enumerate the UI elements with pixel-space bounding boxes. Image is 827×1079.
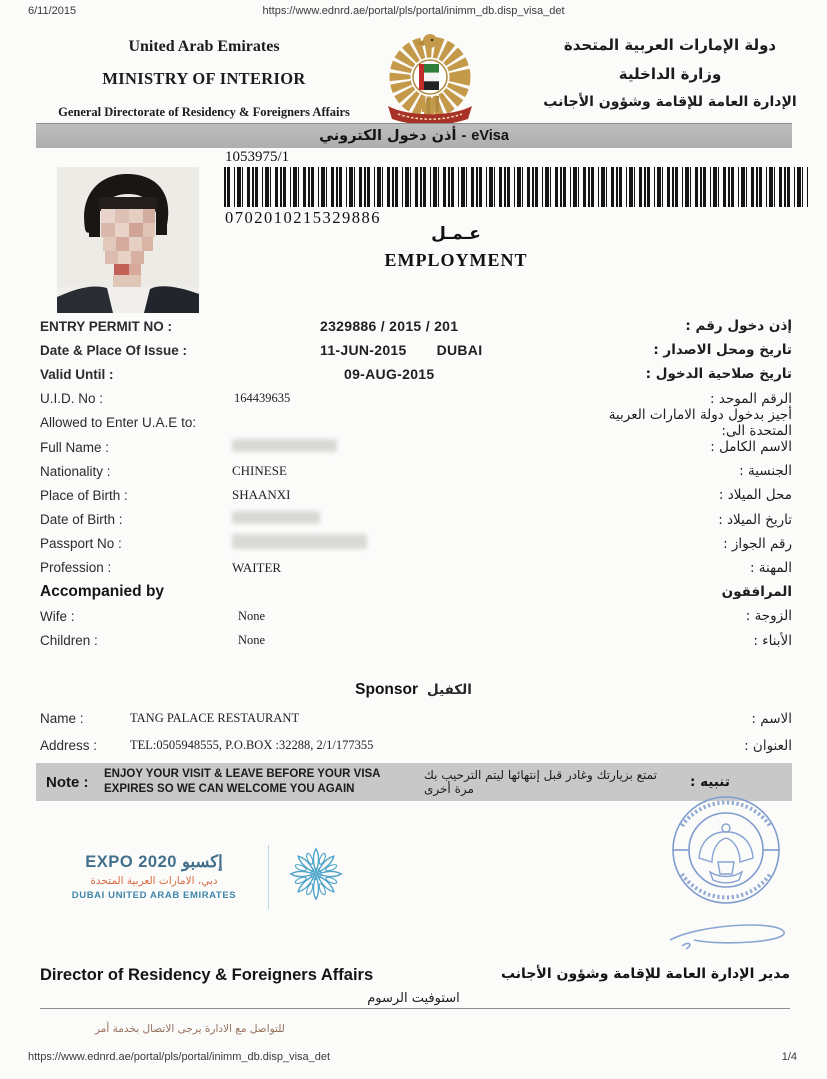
field-row-full-name — [40, 435, 792, 459]
field-value — [232, 439, 562, 456]
director-row — [40, 966, 790, 985]
barcode-number: 0702010215329886 — [225, 208, 381, 227]
director-signature-icon — [670, 925, 784, 949]
field-row-place-of-birth — [40, 483, 792, 507]
field-label-en: Address : — [40, 738, 98, 753]
field-label-en: Place of Birth : — [40, 487, 128, 503]
redacted-value — [232, 439, 337, 452]
field-value: 09-AUG-2015 — [344, 366, 435, 383]
evisa-title-separator: - — [461, 128, 467, 144]
note-label-en: Note : — [46, 773, 89, 791]
section-title-ar: المرافقون — [721, 584, 792, 601]
print-date: 6/11/2015 — [28, 5, 77, 17]
field-value: SHAANXI — [232, 487, 291, 503]
field-row-date-of-birth — [40, 508, 792, 532]
visa-type-english: EMPLOYMENT — [384, 250, 528, 270]
ministry-name: MINISTRY OF INTERIOR — [102, 69, 306, 88]
print-url-bottom: https://www.ednrd.ae/portal/pls/portal/inimm_db.disp_visa_det — [28, 1051, 331, 1063]
uae-falcon-emblem-icon — [372, 30, 488, 131]
field-value — [232, 511, 562, 528]
sponsor-section-heading — [0, 681, 827, 699]
director-title-en: Director of Residency & Foreigners Affairs — [40, 966, 374, 984]
evisa-title-banner — [36, 123, 792, 148]
file-number: 1053975/1 — [225, 149, 290, 165]
expo-flower-icon — [285, 843, 347, 910]
field-label-ar: الزوجة : — [745, 608, 792, 625]
note-text-ar: تمتع بزيارتك وغادر قبل إنتهائها ليتم الترحيب بك مرة أخرى — [424, 768, 657, 796]
sponsor-row-name — [40, 705, 792, 732]
issue-place: DUBAI — [436, 342, 483, 359]
issue-date: 11-JUN-2015 — [320, 342, 407, 359]
sponsor-title-en: Sponsor — [355, 681, 419, 698]
field-value: WAITER — [232, 559, 282, 575]
directorate-name: General Directorate of Residency & Foreigners Affairs — [58, 105, 350, 119]
sponsor-name-value: TANG PALACE RESTAURANT — [130, 711, 300, 725]
field-label-en: Profession : — [40, 560, 112, 576]
field-row-profession — [40, 556, 792, 580]
field-label-ar: الاسم : — [751, 710, 792, 727]
field-label-en: Valid Until : — [40, 366, 114, 382]
field-label-en: Nationality : — [40, 463, 111, 479]
uae-official-stamp-icon — [652, 792, 802, 969]
field-row-wife — [40, 604, 792, 628]
section-title-en: Accompanied by — [40, 583, 165, 601]
country-name: United Arab Emirates — [128, 38, 280, 55]
field-label-ar: رقم الجواز : — [723, 535, 792, 552]
field-label-ar: تاريخ ومحل الاصدار : — [653, 342, 792, 359]
expo-title: EXPO 2020 إكسبو — [85, 853, 223, 871]
visa-type — [300, 224, 612, 271]
note-text-line1: ENJOY YOUR VISIT & LEAVE BEFORE YOUR VISA — [104, 768, 381, 781]
note-text-en — [104, 767, 396, 797]
field-label-en: Full Name : — [40, 439, 110, 455]
contact-note: للتواصل مع الادارة يرجى الاتصال بخدمة أمر — [95, 1023, 285, 1035]
field-label-en: Date & Place Of Issue : — [40, 342, 188, 358]
expo-logo-divider — [268, 845, 269, 909]
field-label-ar: تاريخ صلاحية الدخول : — [645, 366, 792, 383]
field-value: None — [238, 633, 266, 648]
letterhead-arabic — [525, 36, 815, 121]
country-name-ar: دولة الإمارات العربية المتحدة — [563, 36, 777, 54]
field-label-ar: أجيز بدخول دولة الامارات العربية المتحدة الى: — [608, 406, 792, 439]
page-number: 1/4 — [781, 1051, 797, 1063]
field-row-entry-permit-no — [40, 314, 792, 338]
sponsor-title-ar: الكفيل — [427, 682, 472, 698]
applicant-photo — [57, 167, 199, 313]
print-url-top: https://www.ednrd.ae/portal/pls/portal/inimm_db.disp_visa_det — [262, 5, 565, 17]
expo-logo-text — [56, 852, 252, 901]
redacted-value — [232, 511, 320, 524]
field-label-ar: الاسم الكامل : — [710, 439, 792, 456]
field-label-en: Name : — [40, 711, 84, 726]
field-value — [232, 534, 562, 553]
field-label-ar: تاريخ الميلاد : — [718, 511, 792, 528]
footer-divider — [40, 1008, 790, 1009]
directorate-name-ar: الإدارة العامة للإقامة وشؤون الأجانب — [543, 94, 797, 110]
permit-fields — [40, 314, 792, 653]
expo-2020-logo — [56, 843, 347, 910]
sponsor-row-address — [40, 732, 792, 759]
field-value: 164439635 — [234, 391, 291, 406]
note-text-line2: EXPIRES SO WE CAN WELCOME YOU AGAIN — [104, 783, 355, 795]
field-label-en: Children : — [40, 633, 98, 649]
barcode — [224, 167, 808, 207]
expo-subtitle-ar: دبي، الامارات العربية المتحدة — [90, 875, 218, 887]
redacted-value — [232, 534, 367, 549]
field-label-ar: الأبناء : — [753, 632, 792, 649]
field-label-en: Date of Birth : — [40, 512, 123, 528]
field-row-allowed-to-enter — [40, 406, 792, 439]
field-label-en: Passport No : — [40, 536, 122, 552]
field-label-en: Wife : — [40, 608, 75, 624]
fees-collected-text: استوفيت الرسوم — [367, 991, 460, 1006]
field-label-ar: محل الميلاد : — [718, 487, 792, 504]
field-label-ar: إذن دخول رقم : — [685, 318, 792, 335]
field-row-children — [40, 628, 792, 652]
visa-type-arabic: عـمـل — [431, 224, 481, 244]
letterhead-english — [30, 38, 378, 120]
expo-subtitle-en: DUBAI UNITED ARAB EMIRATES — [71, 890, 237, 901]
sponsor-fields — [40, 705, 792, 759]
field-label-en: ENTRY PERMIT NO : — [40, 318, 173, 334]
field-label-en: Allowed to Enter U.A.E to: — [40, 415, 197, 431]
field-value: 2329886 / 2015 / 201 — [320, 318, 459, 335]
field-value — [232, 342, 562, 358]
sponsor-address-value: TEL:0505948555, P.O.BOX :32288, 2/1/177355 — [130, 738, 374, 752]
field-label-ar: الجنسية : — [739, 463, 792, 480]
field-row-date-place-issue — [40, 338, 792, 362]
evisa-title-arabic: أذن دخول الكتروني — [319, 128, 457, 144]
ministry-name-ar: وزارة الداخلية — [618, 65, 722, 83]
section-heading-accompanied-by — [40, 580, 792, 604]
field-label-ar: العنوان : — [744, 737, 792, 754]
field-row-nationality — [40, 459, 792, 483]
field-label-ar: المهنة : — [749, 559, 792, 576]
field-value: None — [238, 608, 266, 623]
field-label-en: U.I.D. No : — [40, 391, 104, 407]
director-title-ar: مدير الإدارة العامة للإقامة وشؤون الأجانب — [500, 966, 790, 982]
field-label-ar: الرقم الموحد : — [710, 390, 792, 407]
note-label-ar: تنبيه : — [690, 774, 730, 790]
field-row-passport-no — [40, 532, 792, 556]
evisa-title-english: eVisa — [471, 128, 509, 144]
field-value: CHINESE — [232, 463, 287, 479]
field-row-valid-until — [40, 362, 792, 386]
